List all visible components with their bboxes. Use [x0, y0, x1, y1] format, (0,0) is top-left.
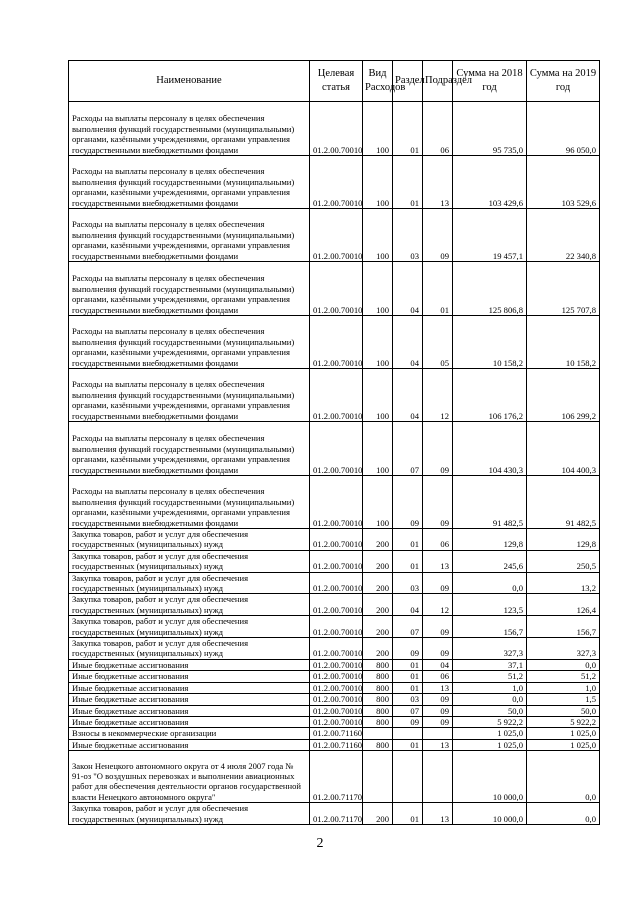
table-header-row	[69, 61, 600, 102]
row-subsection: 09	[423, 422, 453, 476]
row-name: Взносы в некоммерческие организации	[69, 728, 310, 739]
row-sum-2018: 10 000,0	[453, 803, 527, 825]
row-sum-2019: 106 299,2	[527, 369, 600, 422]
row-name: Расходы на выплаты персоналу в целях обеспечения выполнения функций государственными (муниципальными) органами, казёнными учреждениями, органами управления государственными внебюджетными фондами	[69, 262, 310, 316]
row-subsection: 13	[423, 739, 453, 750]
row-name: Закупка товаров, работ и услуг для обеспечения государственных (муниципальных) нужд	[69, 803, 310, 825]
row-subsection: 06	[423, 102, 453, 156]
row-section: 03	[393, 694, 423, 705]
table-row	[69, 102, 600, 156]
header-subsection: Подраздел	[423, 61, 453, 102]
row-target: 01.2.00.70010	[310, 262, 363, 316]
row-target: 01.2.00.71160	[310, 739, 363, 750]
table-row	[69, 156, 600, 209]
table-row	[69, 550, 600, 572]
row-section: 09	[393, 716, 423, 727]
row-sum-2019: 1 025,0	[527, 728, 600, 739]
table-row	[69, 671, 600, 682]
row-sum-2018: 37,1	[453, 659, 527, 670]
row-sum-2018: 245,6	[453, 550, 527, 572]
row-section: 01	[393, 739, 423, 750]
row-name: Закон Ненецкого автономного округа от 4 июля 2007 года № 91-оз "О воздушных перевозках и выполнении авиационных работ для обеспечения деятельности органов государственной власти Ненецкого автономного округа"	[69, 751, 310, 803]
table-row	[69, 209, 600, 262]
row-subsection: 13	[423, 682, 453, 693]
row-name: Расходы на выплаты персоналу в целях обеспечения выполнения функций государственными (муниципальными) органами, казёнными учреждениями, органами управления государственными внебюджетными фондами	[69, 422, 310, 476]
row-section: 04	[393, 262, 423, 316]
table-row	[69, 803, 600, 825]
row-target: 01.2.00.71160	[310, 728, 363, 739]
row-section: 01	[393, 671, 423, 682]
row-target: 01.2.00.70010	[310, 671, 363, 682]
row-target: 01.2.00.70010	[310, 369, 363, 422]
row-section: 04	[393, 369, 423, 422]
row-subsection: 06	[423, 529, 453, 551]
row-type: 200	[363, 638, 393, 660]
row-section	[393, 728, 423, 739]
table-row	[69, 369, 600, 422]
row-sum-2019: 1 025,0	[527, 739, 600, 750]
header-sum-2019: Сумма на 2019 год	[527, 61, 600, 102]
table-row	[69, 694, 600, 705]
table-row	[69, 616, 600, 638]
row-type: 100	[363, 422, 393, 476]
row-sum-2018: 1 025,0	[453, 728, 527, 739]
row-type: 100	[363, 476, 393, 529]
row-target: 01.2.00.71170	[310, 803, 363, 825]
table-row	[69, 594, 600, 616]
row-type	[363, 751, 393, 803]
row-target: 01.2.00.70010	[310, 550, 363, 572]
row-subsection	[423, 751, 453, 803]
row-sum-2019: 156,7	[527, 616, 600, 638]
row-name: Закупка товаров, работ и услуг для обеспечения государственных (муниципальных) нужд	[69, 529, 310, 551]
row-sum-2018: 327,3	[453, 638, 527, 660]
row-sum-2019: 125 707,8	[527, 262, 600, 316]
row-target: 01.2.00.70010	[310, 638, 363, 660]
row-target: 01.2.00.70010	[310, 316, 363, 369]
row-section: 01	[393, 102, 423, 156]
row-sum-2019: 0,0	[527, 803, 600, 825]
row-type: 800	[363, 671, 393, 682]
header-type: Вид Расходов	[363, 61, 393, 102]
row-target: 01.2.00.70010	[310, 659, 363, 670]
row-sum-2019: 51,2	[527, 671, 600, 682]
row-section: 01	[393, 682, 423, 693]
row-section: 01	[393, 529, 423, 551]
table-row	[69, 739, 600, 750]
row-sum-2019: 13,2	[527, 572, 600, 594]
row-sum-2018: 1 025,0	[453, 739, 527, 750]
row-name: Расходы на выплаты персоналу в целях обеспечения выполнения функций государственными (муниципальными) органами, казёнными учреждениями, органами управления государственными внебюджетными фондами	[69, 316, 310, 369]
row-target: 01.2.00.70010	[310, 616, 363, 638]
page-number: 2	[316, 836, 324, 851]
row-sum-2018: 5 922,2	[453, 716, 527, 727]
row-type	[363, 728, 393, 739]
row-type: 200	[363, 594, 393, 616]
row-type: 100	[363, 369, 393, 422]
row-type: 200	[363, 616, 393, 638]
row-target: 01.2.00.70010	[310, 716, 363, 727]
row-sum-2018: 95 735,0	[453, 102, 527, 156]
row-target: 01.2.00.70010	[310, 209, 363, 262]
row-type: 200	[363, 529, 393, 551]
row-type: 200	[363, 572, 393, 594]
row-name: Расходы на выплаты персоналу в целях обеспечения выполнения функций государственными (муниципальными) органами, казёнными учреждениями, органами управления государственными внебюджетными фондами	[69, 102, 310, 156]
row-subsection: 09	[423, 694, 453, 705]
row-sum-2018: 103 429,6	[453, 156, 527, 209]
row-name: Иные бюджетные ассигнования	[69, 739, 310, 750]
row-subsection: 01	[423, 262, 453, 316]
row-subsection: 09	[423, 638, 453, 660]
row-type: 200	[363, 550, 393, 572]
row-sum-2019: 50,0	[527, 705, 600, 716]
row-subsection: 04	[423, 659, 453, 670]
row-sum-2019: 104 400,3	[527, 422, 600, 476]
row-name: Иные бюджетные ассигнования	[69, 694, 310, 705]
row-section: 01	[393, 803, 423, 825]
row-section: 09	[393, 638, 423, 660]
row-type: 800	[363, 659, 393, 670]
table-row	[69, 529, 600, 551]
row-type: 100	[363, 209, 393, 262]
row-section: 07	[393, 616, 423, 638]
row-sum-2019: 22 340,8	[527, 209, 600, 262]
table-row	[69, 638, 600, 660]
table-row	[69, 262, 600, 316]
row-name: Расходы на выплаты персоналу в целях обеспечения выполнения функций государственными (муниципальными) органами, казёнными учреждениями, органами управления государственными внебюджетными фондами	[69, 476, 310, 529]
row-section: 07	[393, 422, 423, 476]
row-subsection: 09	[423, 209, 453, 262]
row-subsection: 12	[423, 369, 453, 422]
row-sum-2019: 1,0	[527, 682, 600, 693]
table-row	[69, 728, 600, 739]
row-target: 01.2.00.70010	[310, 422, 363, 476]
row-name: Расходы на выплаты персоналу в целях обеспечения выполнения функций государственными (муниципальными) органами, казёнными учреждениями, органами управления государственными внебюджетными фондами	[69, 209, 310, 262]
table-row	[69, 422, 600, 476]
row-subsection: 06	[423, 671, 453, 682]
row-type: 100	[363, 102, 393, 156]
row-subsection: 13	[423, 803, 453, 825]
row-name: Расходы на выплаты персоналу в целях обеспечения выполнения функций государственными (муниципальными) органами, казёнными учреждениями, органами управления государственными внебюджетными фондами	[69, 156, 310, 209]
row-type: 800	[363, 705, 393, 716]
row-sum-2019: 250,5	[527, 550, 600, 572]
table-row	[69, 476, 600, 529]
budget-table	[68, 60, 600, 825]
row-sum-2018: 50,0	[453, 705, 527, 716]
row-sum-2018: 0,0	[453, 694, 527, 705]
row-target: 01.2.00.70010	[310, 572, 363, 594]
row-name: Иные бюджетные ассигнования	[69, 716, 310, 727]
row-name: Закупка товаров, работ и услуг для обеспечения государственных (муниципальных) нужд	[69, 594, 310, 616]
row-sum-2019: 0,0	[527, 659, 600, 670]
row-sum-2018: 123,5	[453, 594, 527, 616]
table-body	[69, 102, 600, 825]
row-name: Иные бюджетные ассигнования	[69, 671, 310, 682]
row-name: Закупка товаров, работ и услуг для обеспечения государственных (муниципальных) нужд	[69, 638, 310, 660]
row-subsection: 09	[423, 705, 453, 716]
row-sum-2018: 19 457,1	[453, 209, 527, 262]
row-sum-2019: 91 482,5	[527, 476, 600, 529]
row-type: 100	[363, 316, 393, 369]
row-sum-2019: 96 050,0	[527, 102, 600, 156]
row-target: 01.2.00.70010	[310, 682, 363, 693]
row-sum-2018: 10 000,0	[453, 751, 527, 803]
row-target: 01.2.00.70010	[310, 102, 363, 156]
row-target: 01.2.00.70010	[310, 156, 363, 209]
row-subsection: 12	[423, 594, 453, 616]
row-subsection: 09	[423, 572, 453, 594]
row-sum-2018: 106 176,2	[453, 369, 527, 422]
row-name: Закупка товаров, работ и услуг для обеспечения государственных (муниципальных) нужд	[69, 572, 310, 594]
row-target: 01.2.00.70010	[310, 694, 363, 705]
row-name: Иные бюджетные ассигнования	[69, 659, 310, 670]
row-type: 800	[363, 682, 393, 693]
row-target: 01.2.00.70010	[310, 476, 363, 529]
row-target: 01.2.00.71170	[310, 751, 363, 803]
row-sum-2019: 126,4	[527, 594, 600, 616]
row-target: 01.2.00.70010	[310, 594, 363, 616]
table-row	[69, 751, 600, 803]
row-sum-2019: 327,3	[527, 638, 600, 660]
row-sum-2018: 91 482,5	[453, 476, 527, 529]
row-subsection: 09	[423, 716, 453, 727]
header-section: Раздел	[393, 61, 423, 102]
row-target: 01.2.00.70010	[310, 705, 363, 716]
row-type: 800	[363, 694, 393, 705]
table-row	[69, 716, 600, 727]
row-subsection: 09	[423, 476, 453, 529]
row-type: 100	[363, 156, 393, 209]
row-sum-2019: 0,0	[527, 751, 600, 803]
row-sum-2018: 129,8	[453, 529, 527, 551]
row-subsection: 13	[423, 550, 453, 572]
table-row	[69, 316, 600, 369]
row-section: 09	[393, 476, 423, 529]
header-name: Наименование	[69, 61, 310, 102]
row-target: 01.2.00.70010	[310, 529, 363, 551]
row-section: 04	[393, 316, 423, 369]
row-type: 100	[363, 262, 393, 316]
table-row	[69, 572, 600, 594]
row-section: 03	[393, 209, 423, 262]
row-name: Закупка товаров, работ и услуг для обеспечения государственных (муниципальных) нужд	[69, 616, 310, 638]
row-sum-2019: 1,5	[527, 694, 600, 705]
row-subsection: 09	[423, 616, 453, 638]
row-sum-2019: 5 922,2	[527, 716, 600, 727]
row-name: Закупка товаров, работ и услуг для обеспечения государственных (муниципальных) нужд	[69, 550, 310, 572]
row-type: 800	[363, 716, 393, 727]
row-sum-2018: 10 158,2	[453, 316, 527, 369]
row-subsection	[423, 728, 453, 739]
row-sum-2018: 156,7	[453, 616, 527, 638]
row-sum-2018: 51,2	[453, 671, 527, 682]
row-section: 01	[393, 156, 423, 209]
table-row	[69, 682, 600, 693]
row-sum-2018: 104 430,3	[453, 422, 527, 476]
row-section: 03	[393, 572, 423, 594]
row-section: 07	[393, 705, 423, 716]
row-sum-2019: 103 529,6	[527, 156, 600, 209]
row-sum-2018: 125 806,8	[453, 262, 527, 316]
row-type: 200	[363, 803, 393, 825]
row-name: Расходы на выплаты персоналу в целях обеспечения выполнения функций государственными (муниципальными) органами, казёнными учреждениями, органами управления государственными внебюджетными фондами	[69, 369, 310, 422]
row-section: 04	[393, 594, 423, 616]
row-type: 800	[363, 739, 393, 750]
row-sum-2018: 1,0	[453, 682, 527, 693]
table-row	[69, 659, 600, 670]
row-sum-2019: 10 158,2	[527, 316, 600, 369]
row-section: 01	[393, 659, 423, 670]
header-sum-2018: Сумма на 2018 год	[453, 61, 527, 102]
row-name: Иные бюджетные ассигнования	[69, 705, 310, 716]
row-section: 01	[393, 550, 423, 572]
row-sum-2018: 0,0	[453, 572, 527, 594]
row-subsection: 05	[423, 316, 453, 369]
row-section	[393, 751, 423, 803]
row-name: Иные бюджетные ассигнования	[69, 682, 310, 693]
table-row	[69, 705, 600, 716]
row-sum-2019: 129,8	[527, 529, 600, 551]
header-target: Целевая статья	[310, 61, 363, 102]
row-subsection: 13	[423, 156, 453, 209]
